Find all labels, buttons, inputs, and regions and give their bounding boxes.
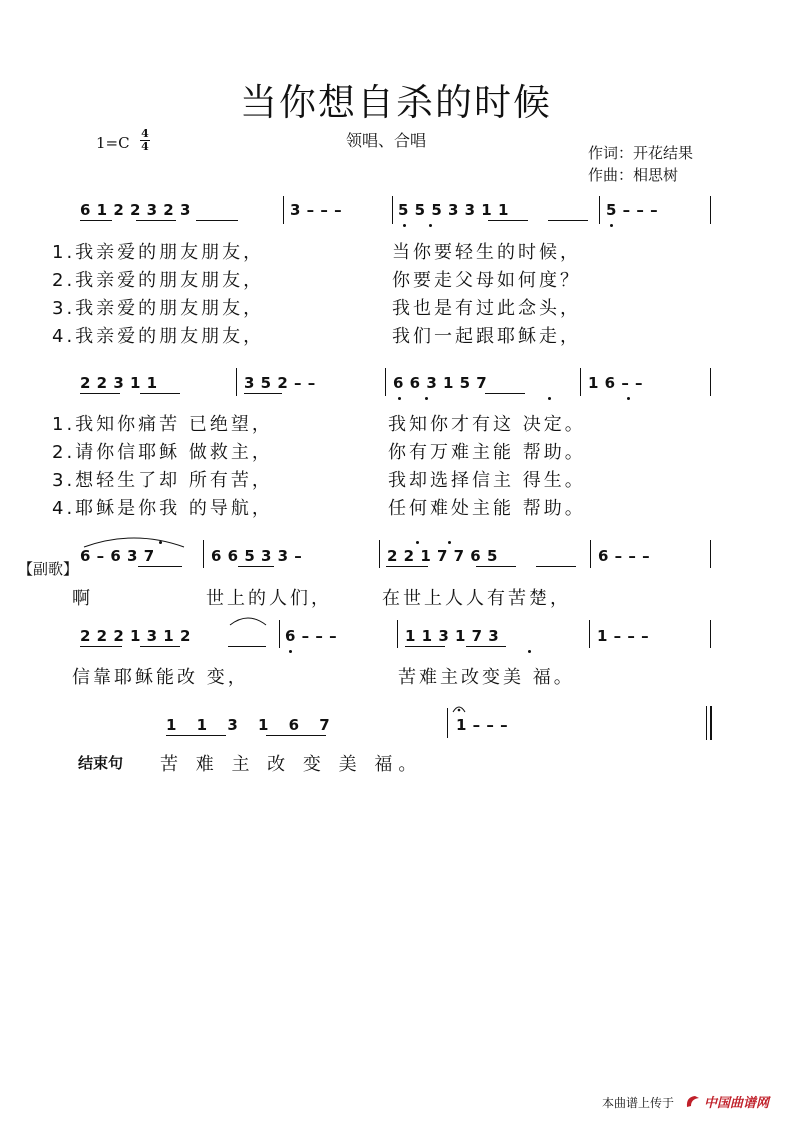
lyric-line: 你要走父母如何度？ xyxy=(392,270,581,291)
lyric-line: 2.请你信耶稣 做救主， xyxy=(52,442,273,463)
measure: 6 – – – xyxy=(285,627,338,645)
measure: 1 6 – – xyxy=(588,374,644,392)
time-signature-bottom: 4 xyxy=(141,140,149,153)
lyric-line: 我却选择信主 得生。 xyxy=(388,470,586,491)
measure: 2 2 3 1 1 xyxy=(80,374,158,392)
lyric-line: 1.我知你痛苦 已绝望， xyxy=(52,414,273,435)
time-signature-top: 4 xyxy=(141,127,149,140)
measure: 6 6 3 1 5 7 xyxy=(393,374,488,392)
measure: 6 – 6 3 7 xyxy=(80,547,155,565)
lyric-line: 当你要轻生的时候， xyxy=(392,242,581,263)
time-signature xyxy=(140,128,150,153)
lyric-line: 信靠耶稣能改 变， xyxy=(72,667,249,688)
measure: 5 – – – xyxy=(606,201,659,219)
lyric-line: 我们一起跟耶稣走， xyxy=(392,326,581,347)
lyric-line: 在世上人人有苦楚， xyxy=(382,588,571,609)
site-logo-icon xyxy=(685,1095,701,1109)
upload-note: 本曲谱上传于 xyxy=(601,1096,674,1110)
tie-arc xyxy=(228,613,268,627)
measure: 1 1 3 1 6 7 xyxy=(166,716,331,734)
lyric-line: 1.我亲爱的朋友朋友， xyxy=(52,242,265,263)
chorus-tag: 【副歌】 xyxy=(18,560,79,578)
site-brand[interactable]: 中国曲谱网 xyxy=(704,1096,770,1111)
lyric-line: 我知你才有这 决定。 xyxy=(388,414,586,435)
fermata-icon xyxy=(452,703,466,713)
measure: 1 1 3 1 7 3 xyxy=(405,627,500,645)
song-title: 当你想自杀的时候 xyxy=(240,81,552,124)
lyric-line: 4.我亲爱的朋友朋友， xyxy=(52,326,265,347)
measure: 1 – – – xyxy=(597,627,650,645)
lyric-line: 世上的人们， xyxy=(206,588,332,609)
key-signature: 1=C xyxy=(96,134,130,152)
measure: 5 5 5 3 3 1 1 xyxy=(398,201,509,219)
measure: 6 1 2 2 3 2 3 xyxy=(80,201,191,219)
measure: 6 6 5 3 3 – xyxy=(211,547,303,565)
lyric-line: 4.耶稣是你我 的导航， xyxy=(52,498,273,519)
lyric-line: 啊 xyxy=(72,588,93,609)
composer-credit: 作曲：相思树 xyxy=(588,166,679,184)
measure: 6 – – – xyxy=(598,547,651,565)
lyricist-credit: 作词：开花结果 xyxy=(588,144,694,162)
lyric-line: 任何难处主能 帮助。 xyxy=(388,498,586,519)
lyric-line: 苦 难 主 改 变 美 福。 xyxy=(160,754,423,775)
measure: 2 2 2 1 3 1 2 xyxy=(80,627,191,645)
ending-label: 结束句 xyxy=(78,754,124,772)
lyric-line: 你有万难主能 帮助。 xyxy=(388,442,586,463)
lyric-line: 苦难主改变美 福。 xyxy=(398,667,575,688)
measure: 3 – – – xyxy=(290,201,343,219)
measure: 3 5 2 – – xyxy=(244,374,316,392)
lyric-line: 3.想轻生了却 所有苦， xyxy=(52,470,273,491)
lyric-line: 2.我亲爱的朋友朋友， xyxy=(52,270,265,291)
measure: 1 – – – xyxy=(456,716,509,734)
lyric-line: 3.我亲爱的朋友朋友， xyxy=(52,298,265,319)
lyric-line: 我也是有过此念头， xyxy=(392,298,581,319)
measure: 2 2 1 7 7 6 5 xyxy=(387,547,498,565)
performance-type: 领唱、合唱 xyxy=(346,131,427,150)
